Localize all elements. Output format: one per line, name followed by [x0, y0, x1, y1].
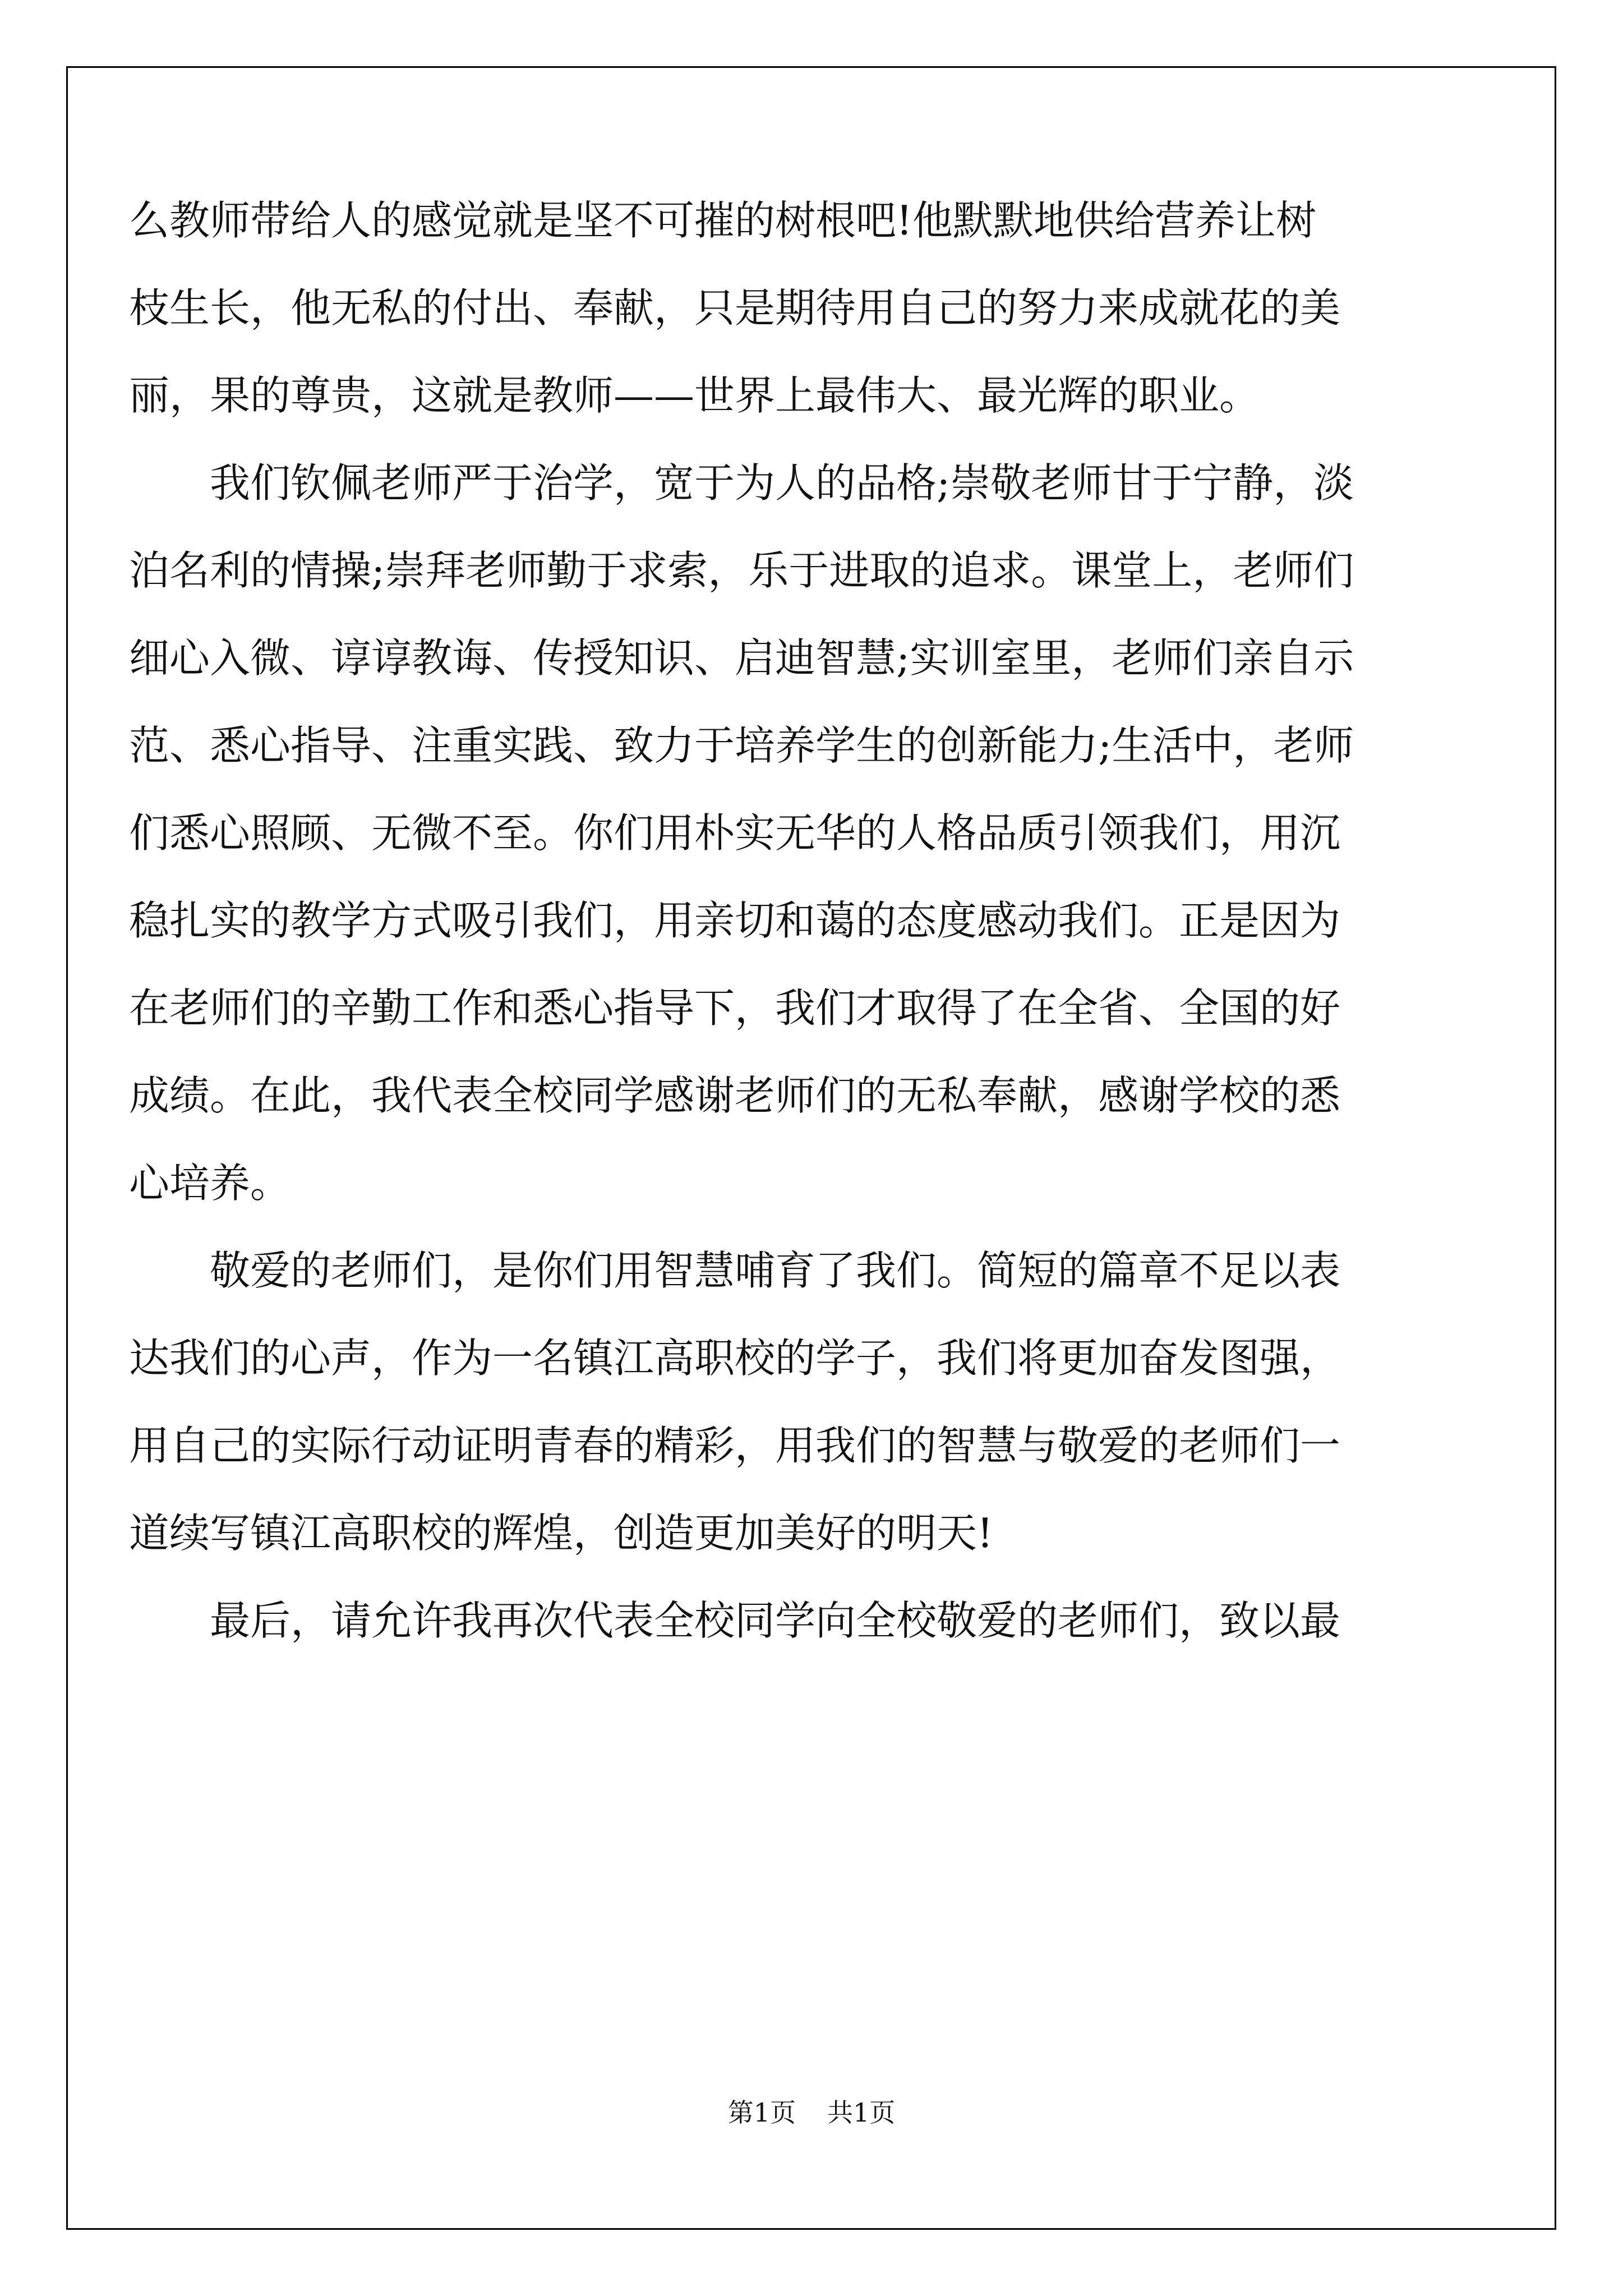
text-line: 最后，请允许我再次代表全校同学向全校敬爱的老师们，致以最: [210, 1597, 1341, 1644]
text-line: 细心入微、谆谆教诲、传授知识、启迪智慧;实训室里，老师们亲自示: [129, 634, 1354, 682]
text-line: 达我们的心声，作为一名镇江高职校的学子，我们将更加奋发图强，: [129, 1335, 1341, 1382]
text-line: 们悉心照顾、无微不至。你们用朴实无华的人格品质引领我们，用沉: [129, 809, 1341, 857]
document-body: [129, 177, 1475, 1664]
page-footer: [0, 2092, 1623, 2129]
text-line: 我们钦佩老师严于治学，宽于为人的品格;崇敬老师甘于宁静，淡: [210, 459, 1354, 507]
text-line: 心培养。: [129, 1159, 291, 1207]
text-line: 敬爱的老师们，是你们用智慧哺育了我们。简短的篇章不足以表: [210, 1247, 1341, 1294]
text-line: 么教师带给人的感觉就是坚不可摧的树根吧!他默默地供给营养让树: [129, 197, 1316, 244]
text-line: 枝生长，他无私的付出、奉献，只是期待用自己的努力来成就花的美: [129, 284, 1341, 332]
page-number-total: 共1页: [827, 2097, 896, 2128]
paragraph-3: [129, 1227, 1475, 1577]
text-line: 范、悉心指导、注重实践、致力于培养学生的创新能力;生活中，老师: [129, 722, 1354, 769]
text-line: 用自己的实际行动证明青春的精彩，用我们的智慧与敬爱的老师们一: [129, 1422, 1341, 1469]
text-line: 稳扎实的教学方式吸引我们，用亲切和蔼的态度感动我们。正是因为: [129, 897, 1341, 944]
text-line: 泊名利的情操;崇拜老师勤于求索，乐于进取的追求。课堂上，老师们: [129, 547, 1354, 594]
text-line: 丽，果的尊贵，这就是教师——世界上最伟大、最光辉的职业。: [129, 372, 1260, 419]
text-line: 道续写镇江高职校的辉煌，创造更加美好的明天!: [129, 1510, 993, 1557]
paragraph-4: [129, 1577, 1475, 1664]
page-number-current: 第1页: [727, 2097, 796, 2128]
paragraph-2: [129, 439, 1475, 1227]
text-line: 在老师们的辛勤工作和悉心指导下，我们才取得了在全省、全国的好: [129, 984, 1341, 1032]
text-line: 成绩。在此，我代表全校同学感谢老师们的无私奉献，感谢学校的悉: [129, 1072, 1341, 1119]
paragraph-1: [129, 177, 1475, 439]
